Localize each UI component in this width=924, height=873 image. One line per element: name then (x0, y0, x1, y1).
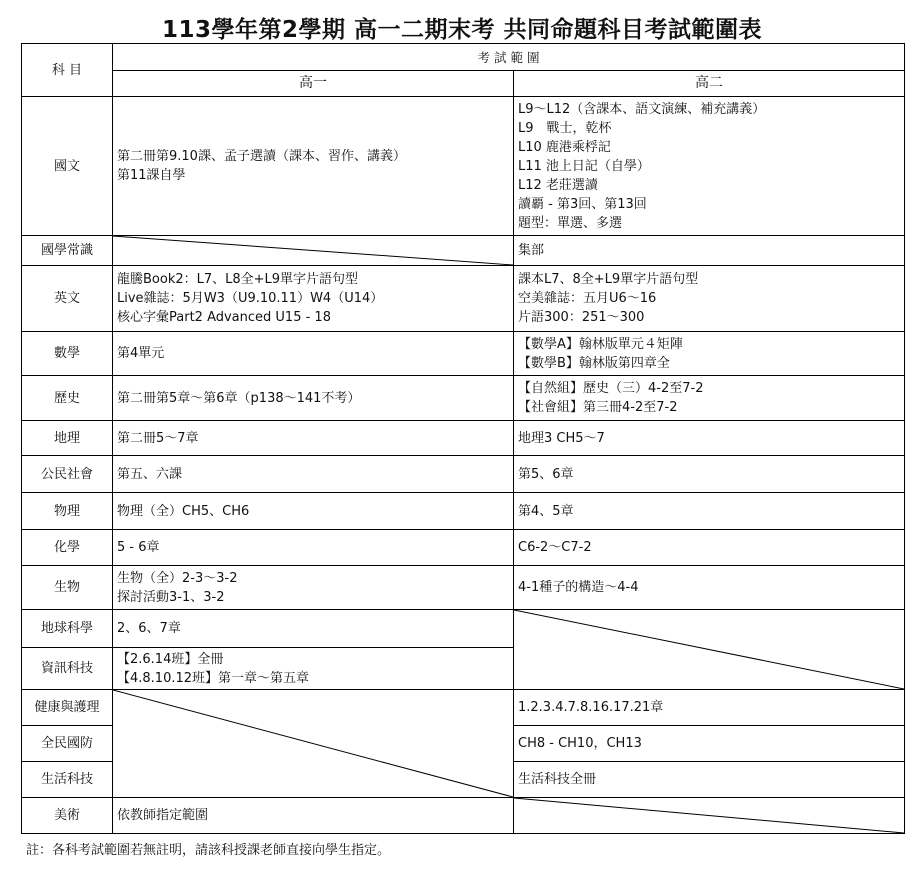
diagonal-slash (514, 610, 904, 689)
header-subject: 科 目 (22, 44, 113, 97)
exam-scope-table (21, 43, 905, 834)
row-chinese (22, 97, 905, 236)
subject-math: 數學 (22, 332, 113, 376)
chemistry-g1-cell (113, 530, 514, 566)
english-g1-line: Live雜誌：5月W3（U9.10.11）W4（U14） (117, 291, 384, 306)
row-history (22, 376, 905, 421)
empty-cell-diagonal (514, 610, 905, 690)
sinology-g2-line: 集部 (518, 243, 545, 258)
chinese-g2-line: 題型：單選、多選 (518, 215, 623, 231)
living-g2-line: 生活科技全冊 (518, 772, 597, 787)
history-g2-cell (514, 376, 905, 421)
footnote: 註：各科考試範圍若無註明，請該科授課老師直接向學生指定。 (26, 843, 391, 858)
earth-g1-line: 2、6、7章 (117, 621, 181, 636)
chinese-g2-line: L11 池上日記（自學） (518, 158, 650, 174)
geography-g1-cell (113, 421, 514, 456)
civics-g1-line: 第五、六課 (117, 466, 183, 482)
english-g2-line: 片語300：251～300 (518, 310, 645, 325)
header-grade2: 高二 (514, 71, 905, 97)
subject-sinology: 國學常識 (22, 236, 113, 266)
it-g1-cell (113, 648, 514, 690)
row-geography (22, 421, 905, 456)
row-health (22, 690, 905, 726)
physics-g1-line: 物理（全）CH5、CH6 (117, 503, 250, 519)
math-g1-cell (113, 332, 514, 376)
geography-g2-line: 地理3 CH5～7 (518, 430, 605, 446)
subject-earth-science: 地球科學 (22, 610, 113, 648)
chinese-g1-line: 第11課自學 (117, 168, 186, 183)
history-g2-line: 【自然組】歷史（三）4-2至7-2 (518, 381, 704, 396)
sinology-g2-cell (514, 236, 905, 266)
subject-english: 英文 (22, 266, 113, 332)
empty-cell-diagonal (514, 798, 905, 834)
chemistry-g2-cell (514, 530, 905, 566)
row-sinology (22, 236, 905, 266)
chinese-g2-line: L12 老莊選讀 (518, 177, 598, 193)
art-g1-cell (113, 798, 514, 834)
english-g1-cell (113, 266, 514, 332)
subject-defense: 全民國防 (22, 726, 113, 762)
history-g2-line: 【社會組】第三冊4-2至7-2 (518, 400, 678, 415)
page-title: 113學年第2學期 高一二期末考 共同命題科目考試範圍表 (161, 17, 763, 43)
civics-g2-line: 第5、6章 (518, 466, 574, 482)
english-g1-line: 核心字彙Part2 Advanced U15 - 18 (117, 310, 331, 325)
math-g1-line: 第4單元 (117, 346, 165, 361)
subject-chemistry: 化學 (22, 530, 113, 566)
civics-g1-cell (113, 456, 514, 493)
health-g2-line: 1.2.3.4.7.8.16.17.21章 (518, 700, 664, 715)
chinese-g1-cell (113, 97, 514, 236)
history-g1-line: 第二冊第5章～第6章（p138～141不考） (117, 390, 361, 406)
chinese-g2-line: L10 鹿港乘桴記 (518, 139, 611, 155)
row-biology (22, 566, 905, 610)
biology-g1-cell (113, 566, 514, 610)
subject-biology: 生物 (22, 566, 113, 610)
math-g2-line: 【數學A】翰林版單元４矩陣 (518, 336, 683, 352)
subject-history: 歷史 (22, 376, 113, 421)
biology-g1-line: 探討活動3-1、3-2 (117, 589, 225, 605)
subject-it: 資訊科技 (22, 648, 113, 690)
row-math (22, 332, 905, 376)
history-g1-cell (113, 376, 514, 421)
row-physics (22, 493, 905, 530)
earth-g1-cell (113, 610, 514, 648)
chinese-g2-line: L9 戰士，乾杯 (518, 120, 612, 136)
chinese-g2-cell (514, 97, 905, 236)
subject-geography: 地理 (22, 421, 113, 456)
subject-physics: 物理 (22, 493, 113, 530)
header-row (22, 44, 905, 71)
defense-g2-cell (514, 726, 905, 762)
health-g2-cell (514, 690, 905, 726)
subject-living-tech: 生活科技 (22, 762, 113, 798)
english-g2-line: 課本L7、8全+L9單字片語句型 (518, 272, 699, 287)
english-g2-cell (514, 266, 905, 332)
biology-g2-line: 4-1種子的構造～4-4 (518, 580, 639, 595)
chinese-g1-line: 第二冊第9.10課、孟子選讀（課本、習作、講義） (117, 149, 406, 164)
physics-g2-line: 第4、5章 (518, 503, 574, 519)
chemistry-g1-line: 5 - 6章 (117, 540, 160, 555)
row-earth-science (22, 610, 905, 648)
geography-g1-line: 第二冊5～7章 (117, 430, 199, 446)
chemistry-g2-line: C6-2～C7-2 (518, 540, 592, 555)
diagonal-slash (514, 798, 904, 833)
empty-cell-diagonal (113, 690, 514, 798)
diagonal-slash (113, 236, 513, 265)
row-english (22, 266, 905, 332)
row-chemistry (22, 530, 905, 566)
math-g2-line: 【數學B】翰林版第四章全 (518, 355, 670, 371)
chinese-g2-line: 讀覇 - 第3回、第13回 (518, 196, 647, 212)
physics-g1-cell (113, 493, 514, 530)
biology-g1-line: 生物（全）2-3～3-2 (117, 570, 238, 586)
subject-civics: 公民社會 (22, 456, 113, 493)
it-g1-line: 【2.6.14班】全冊 (117, 651, 224, 667)
grade-header-row (22, 71, 905, 97)
defense-g2-line: CH8 - CH10，CH13 (518, 736, 642, 751)
physics-g2-cell (514, 493, 905, 530)
living-g2-cell (514, 762, 905, 798)
row-art (22, 798, 905, 834)
english-g1-line: 龍騰Book2：L7、L8全+L9單字片語句型 (117, 272, 359, 287)
subject-chinese: 國文 (22, 97, 113, 236)
diagonal-slash (113, 690, 513, 797)
header-scope: 考 試 範 圍 (113, 44, 905, 71)
empty-cell-diagonal (113, 236, 514, 266)
biology-g2-cell (514, 566, 905, 610)
civics-g2-cell (514, 456, 905, 493)
subject-art: 美術 (22, 798, 113, 834)
header-grade1: 高一 (113, 71, 514, 97)
english-g2-line: 空美雜誌：五月U6～16 (518, 291, 657, 306)
chinese-g2-line: L9～L12（含課本、語文演練、補充講義） (518, 101, 766, 117)
math-g2-cell (514, 332, 905, 376)
subject-health: 健康與護理 (22, 690, 113, 726)
geography-g2-cell (514, 421, 905, 456)
row-civics (22, 456, 905, 493)
art-g1-line: 依教師指定範圍 (117, 808, 209, 823)
it-g1-line: 【4.8.10.12班】第一章～第五章 (117, 670, 310, 686)
